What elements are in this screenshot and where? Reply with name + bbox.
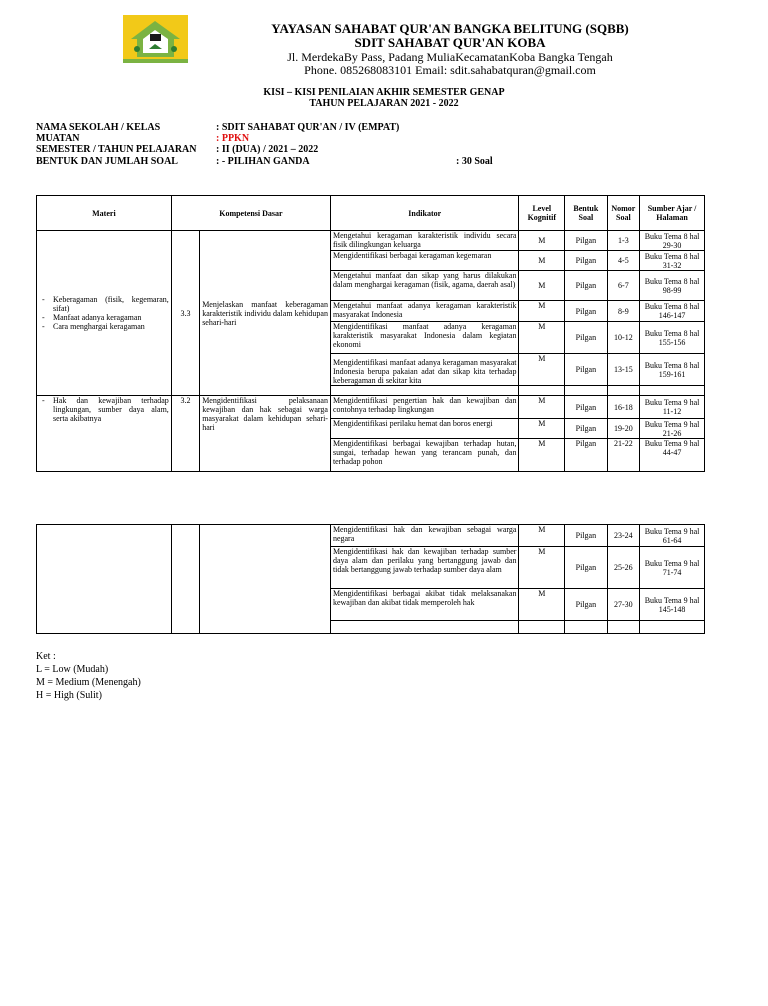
sumber: Buku Tema 8 hal 155-156 <box>640 322 705 354</box>
school-name: SDIT SAHABAT QUR'AN KOBA <box>354 35 546 50</box>
info-label: BENTUK DAN JUMLAH SOAL <box>36 156 178 167</box>
level: M <box>519 322 565 354</box>
indikator: Mengidentifikasi berbagai kewajiban terhadap hutan, sungai, terhadap hewan yang terancam punah, dan terhadap pohon <box>330 439 519 472</box>
indikator: Mengetahui keragaman karakteristik individu secara fisik dilingkungan keluarga <box>330 231 519 251</box>
level: M <box>519 439 565 472</box>
info-value: : PPKN <box>216 133 250 144</box>
school-address: Jl. MerdekaBy Pass, Padang MuliaKecamatanKoba Bangka Tengah <box>287 50 613 64</box>
bentuk: Pilgan <box>565 231 608 251</box>
bentuk: Pilgan <box>565 547 608 589</box>
col-header: Nomor Soal <box>607 196 639 231</box>
table-header-row <box>37 196 705 231</box>
kisi-table-continued <box>36 524 705 634</box>
level: M <box>519 251 565 271</box>
info-value: : II (DUA) / 2021 – 2022 <box>216 144 319 155</box>
bentuk: Pilgan <box>565 589 608 621</box>
nomor: 13-15 <box>607 354 639 386</box>
nomor: 21-22 <box>607 439 639 472</box>
legend-item: H = High (Sulit) <box>36 690 102 701</box>
nomor: 23-24 <box>607 525 639 547</box>
indikator: Mengidentifikasi perilaku hemat dan boros energi <box>330 419 519 439</box>
level: M <box>519 354 565 386</box>
kd-text: Menjelaskan manfaat keberagaman karakteristik individu dalam kehidupan sehari-hari <box>200 231 331 396</box>
kisi-table <box>36 195 705 472</box>
materi-cell <box>37 396 172 472</box>
kd-text: Mengidentifikasi pelaksanaan kewajiban dan hak sebagai warga masyarakat dalam kehidupan sehari-hari <box>200 396 331 472</box>
nomor: 4-5 <box>607 251 639 271</box>
nomor: 10-12 <box>607 322 639 354</box>
nomor: 1-3 <box>607 231 639 251</box>
bentuk: Pilgan <box>565 251 608 271</box>
legend-item: M = Medium (Menengah) <box>36 677 141 688</box>
bentuk: Pilgan <box>565 322 608 354</box>
level: M <box>519 589 565 621</box>
materi-cell <box>37 231 172 396</box>
sumber: Buku Tema 8 hal 31-32 <box>640 251 705 271</box>
materi-item: - Hak dan kewajiban terhadap lingkungan, sumber daya alam, serta akibatnya <box>53 396 169 423</box>
sumber: Buku Tema 9 hal 21-26 <box>640 419 705 439</box>
sumber: Buku Tema 9 hal 145-148 <box>640 589 705 621</box>
bentuk: Pilgan <box>565 354 608 386</box>
org-name: YAYASAN SAHABAT QUR'AN BANGKA BELITUNG (SQBB) <box>271 21 629 36</box>
school-contact: Phone. 085268083101 Email: sdit.sahabatquran@gmail.com <box>304 63 596 77</box>
sumber: Buku Tema 9 hal 71-74 <box>640 547 705 589</box>
sumber: Buku Tema 8 hal 159-161 <box>640 354 705 386</box>
indikator: Mengidentifikasi manfaat adanya keragaman masyarakat Indonesia berupa pakaian adat dan sikap kita terhadap keberagaman di sekitar kita <box>330 354 519 386</box>
level: M <box>519 547 565 589</box>
indikator: Mengetahui manfaat adanya keragaman karakteristik masyarakat Indonesia <box>330 301 519 322</box>
legend-title: Ket : <box>36 651 56 662</box>
info-row-school <box>36 122 400 133</box>
info-row-format <box>36 156 493 167</box>
level: M <box>519 525 565 547</box>
sumber: Buku Tema 8 hal 146-147 <box>640 301 705 322</box>
kd-text <box>200 525 331 634</box>
info-row-semester <box>36 144 319 155</box>
legend-notes <box>36 650 141 702</box>
indikator: Mengidentifikasi berbagai akibat tidak melaksanakan kewajiban dan akibat tidak memperoleh hak <box>330 589 519 621</box>
info-value: : - PILIHAN GANDA <box>216 156 310 167</box>
table-row <box>37 231 705 251</box>
table-row <box>37 525 705 547</box>
kd-number <box>171 525 199 634</box>
col-header: Level Kognitif <box>519 196 565 231</box>
materi-cell <box>37 525 172 634</box>
level: M <box>519 271 565 301</box>
bentuk: Pilgan <box>565 396 608 419</box>
bentuk: Pilgan <box>565 439 608 472</box>
bentuk: Pilgan <box>565 301 608 322</box>
materi-item: - Manfaat adanya keragaman <box>53 313 169 322</box>
indikator: Mengidentifikasi hak dan kewajiban terhadap sumber daya alam dan perilaku yang bertanggung jawab dan tidak bertanggung jawab terhadap sumber daya alam <box>330 547 519 589</box>
info-value: : SDIT SAHABAT QUR'AN / IV (EMPAT) <box>216 122 400 133</box>
level: M <box>519 396 565 419</box>
school-logo <box>123 15 188 63</box>
kd-number: 3.2 <box>171 396 199 472</box>
col-header: Indikator <box>330 196 519 231</box>
nomor: 16-18 <box>607 396 639 419</box>
col-header: Bentuk Soal <box>565 196 608 231</box>
info-row-subject <box>36 133 250 144</box>
col-header: Materi <box>37 196 172 231</box>
nomor: 6-7 <box>607 271 639 301</box>
indikator: Mengidentifikasi pengertian hak dan kewajiban dan contohnya terhadap lingkungan <box>330 396 519 419</box>
indikator: Mengetahui manfaat dan sikap yang harus dilakukan dalam menghargai keragaman (fisik, agama, daerah asal) <box>330 271 519 301</box>
kd-number: 3.3 <box>171 231 199 396</box>
doc-subtitle: TAHUN PELAJARAN 2021 - 2022 <box>309 98 459 109</box>
doc-title: KISI – KISI PENILAIAN AKHIR SEMESTER GENAP <box>263 87 505 98</box>
bentuk: Pilgan <box>565 419 608 439</box>
nomor: 27-30 <box>607 589 639 621</box>
level: M <box>519 231 565 251</box>
sumber: Buku Tema 9 hal 11-12 <box>640 396 705 419</box>
indikator: Mengidentifikasi berbagai keragaman kegemaran <box>330 251 519 271</box>
col-header: Sumber Ajar / Halaman <box>640 196 705 231</box>
info-extra: : 30 Soal <box>456 156 493 167</box>
nomor: 8-9 <box>607 301 639 322</box>
level: M <box>519 301 565 322</box>
bentuk: Pilgan <box>565 271 608 301</box>
info-label: NAMA SEKOLAH / KELAS <box>36 122 161 133</box>
materi-item: - Keberagaman (fisik, kegemaran, sifat) <box>53 295 169 313</box>
nomor: 25-26 <box>607 547 639 589</box>
info-label: SEMESTER / TAHUN PELAJARAN <box>36 144 197 155</box>
level: M <box>519 419 565 439</box>
sumber: Buku Tema 8 hal 29-30 <box>640 231 705 251</box>
legend-item: L = Low (Mudah) <box>36 664 109 675</box>
bentuk: Pilgan <box>565 525 608 547</box>
col-header: Kompetensi Dasar <box>171 196 330 231</box>
sumber: Buku Tema 9 hal 61-64 <box>640 525 705 547</box>
indikator: Mengidentifikasi hak dan kewajiban sebagai warga negara <box>330 525 519 547</box>
info-label: MUATAN <box>36 133 80 144</box>
sumber: Buku Tema 8 hal 98-99 <box>640 271 705 301</box>
materi-item: - Cara menghargai keragaman <box>53 322 169 331</box>
indikator: Mengidentifikasi manfaat adanya keragaman karakteristik masyarakat Indonesia dalam kegiatan ekonomi <box>330 322 519 354</box>
sumber: Buku Tema 9 hal 44-47 <box>640 439 705 472</box>
nomor: 19-20 <box>607 419 639 439</box>
table-row <box>37 396 705 419</box>
